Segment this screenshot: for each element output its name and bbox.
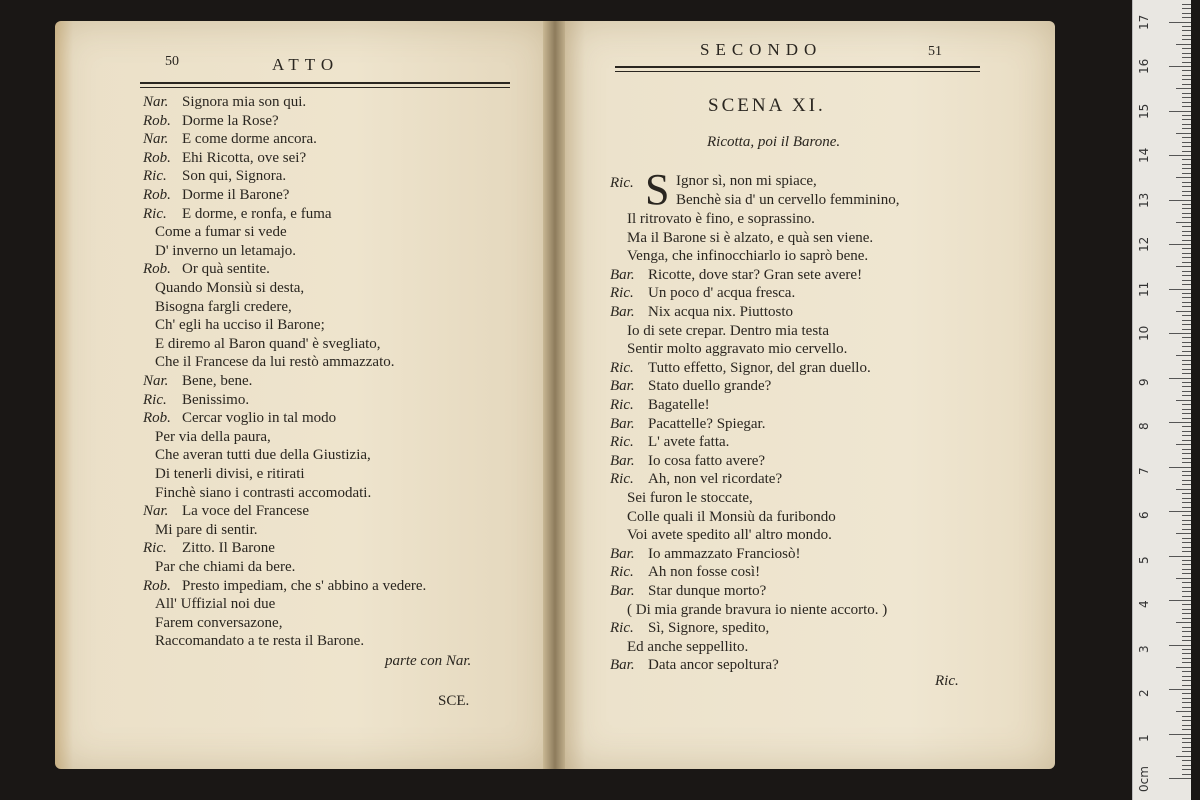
right-verse-line: Ma il Barone si è alzato, e quà sen viene. (627, 229, 874, 246)
left-verse-line: Che il Francese da lui restò ammazzato. (155, 354, 395, 371)
ruler-tick (1169, 111, 1191, 112)
ruler-tick (1182, 253, 1191, 254)
right-verse-line: Un poco d' acqua fresca. (648, 285, 796, 302)
ruler-tick (1169, 66, 1191, 67)
ruler-number: 14 (1137, 147, 1151, 163)
ruler-tick (1182, 529, 1191, 530)
ruler-tick (1182, 395, 1191, 396)
left-running-head: ATTO (272, 55, 340, 74)
ruler-tick (1182, 151, 1191, 152)
ruler-tick (1176, 578, 1191, 579)
ruler-tick (1182, 235, 1191, 236)
ruler-tick (1182, 413, 1191, 414)
measuring-ruler (1132, 0, 1191, 800)
left-verse-speaker: Rob. (143, 410, 171, 427)
ruler-tick (1182, 769, 1191, 770)
right-verse-line: L' avete fatta. (648, 434, 730, 451)
right-verse-speaker: Ric. (610, 471, 634, 488)
ruler-tick (1182, 30, 1191, 31)
ruler-tick (1182, 698, 1191, 699)
ruler-tick (1182, 627, 1191, 628)
left-verse-line: Quando Monsiù si desta, (155, 280, 305, 296)
right-verse-speaker: Ric. (610, 285, 634, 302)
ruler-tick (1182, 587, 1191, 588)
left-verse-speaker: Rob. (143, 261, 171, 278)
ruler-tick (1182, 760, 1191, 761)
ruler-tick (1182, 409, 1191, 410)
right-verse-line: Bagatelle! (648, 397, 710, 413)
ruler-unit-label: 0cm (1137, 766, 1151, 792)
ruler-tick (1182, 609, 1191, 610)
ruler-number: 15 (1137, 103, 1151, 119)
ruler-tick (1182, 53, 1191, 54)
left-verse-line: Benissimo. (182, 391, 250, 408)
right-verse-line: Venga, che infinocchiarlo io saprò bene. (627, 248, 869, 265)
right-verse-speaker: Ric. (610, 434, 634, 451)
left-verse-line: E come dorme ancora. (182, 131, 317, 148)
ruler-tick (1182, 275, 1191, 276)
right-verse-line: Pacattelle? Spiegar. (648, 415, 766, 432)
ruler-tick (1169, 155, 1191, 156)
ruler-number: 12 (1137, 236, 1151, 252)
ruler-tick (1182, 4, 1191, 5)
right-verse-line: Ricotte, dove star? Gran sete avere! (648, 266, 863, 283)
ruler-number: 4 (1137, 600, 1151, 608)
left-verse-line: Dorme il Barone? (182, 187, 290, 203)
right-verse-line: Sentir molto aggravato mio cervello. (627, 341, 848, 358)
left-verse-line: Finchè siano i contrasti accomodati. (155, 484, 372, 501)
ruler-tick (1182, 337, 1191, 338)
ruler-tick (1182, 502, 1191, 503)
ruler-tick (1169, 422, 1191, 423)
ruler-tick (1169, 378, 1191, 379)
ruler-tick (1182, 524, 1191, 525)
ruler-tick (1169, 333, 1191, 334)
ruler-tick (1182, 636, 1191, 637)
left-verse-line: Par che chiami da bere. (155, 559, 296, 575)
drop-cap: S (645, 165, 670, 214)
right-verse-speaker: Bar. (610, 452, 635, 469)
left-page-number: 50 (165, 54, 179, 69)
ruler-number: 2 (1137, 689, 1151, 697)
ruler-tick (1169, 511, 1191, 512)
ruler-tick (1182, 17, 1191, 18)
ruler-tick (1182, 707, 1191, 708)
right-verse-line: Sei furon le stoccate, (627, 490, 753, 506)
right-verse-line: Io ammazzato Franciosò! (648, 545, 801, 562)
left-verse-speaker: Nar. (143, 373, 169, 389)
left-verse-speaker: Ric. (143, 540, 167, 557)
ruler-tick (1182, 507, 1191, 508)
ruler-tick (1182, 146, 1191, 147)
ruler-tick (1182, 213, 1191, 214)
left-verse-line: Raccomandato a te resta il Barone. (155, 633, 365, 650)
ruler-tick (1182, 649, 1191, 650)
left-verse-speaker: Nar. (143, 503, 169, 520)
ruler-tick (1182, 751, 1191, 752)
ruler-tick (1182, 302, 1191, 303)
left-verse-speaker: Rob. (143, 149, 171, 166)
right-verse-speaker: Ric. (610, 620, 634, 637)
ruler-tick (1182, 124, 1191, 125)
left-verse-line: Or quà sentite. (182, 261, 270, 278)
ruler-tick (1182, 208, 1191, 209)
ruler-tick (1182, 498, 1191, 499)
ruler-tick (1182, 560, 1191, 561)
ruler-tick (1176, 355, 1191, 356)
ruler-tick (1182, 475, 1191, 476)
left-verse-line: Zitto. Il Barone (182, 540, 275, 557)
ruler-tick (1182, 8, 1191, 9)
ruler-tick (1182, 431, 1191, 432)
ruler-tick (1182, 297, 1191, 298)
left-verse-line: Signora mia son qui. (182, 94, 307, 110)
ruler-tick (1182, 102, 1191, 103)
left-catchword: SCE. (438, 693, 470, 709)
ruler-tick (1182, 386, 1191, 387)
left-verse-line: Come a fumar si vede (155, 224, 287, 241)
ruler-tick (1182, 204, 1191, 205)
first-line-text: Ignor sì, non mi spiace, (676, 173, 817, 189)
ruler-tick (1182, 538, 1191, 539)
right-verse-speaker: Ric. (610, 397, 634, 413)
ruler-tick (1182, 182, 1191, 183)
right-head-rule (615, 66, 980, 68)
ruler-tick (1182, 186, 1191, 187)
left-verse-speaker: Ric. (143, 391, 167, 408)
ruler-tick (1182, 604, 1191, 605)
ruler-tick (1182, 164, 1191, 165)
left-verse-speaker: Nar. (143, 94, 169, 110)
ruler-tick (1182, 391, 1191, 392)
ruler-tick (1169, 200, 1191, 201)
right-running-head: SECONDO (700, 40, 823, 59)
ruler-tick (1182, 373, 1191, 374)
ruler-tick (1182, 765, 1191, 766)
ruler-number: 8 (1137, 422, 1151, 430)
right-verse-line: Voi avete spedito all' altro mondo. (627, 527, 832, 544)
ruler-tick (1176, 88, 1191, 89)
right-catchword: Ric. (935, 673, 959, 689)
right-verse-line: Data ancor sepoltura? (648, 657, 779, 674)
ruler-number: 1 (1137, 733, 1151, 742)
ruler-tick (1182, 591, 1191, 592)
left-verse-line: Per via della paura, (155, 428, 271, 445)
ruler-tick (1182, 248, 1191, 249)
ruler-tick (1182, 70, 1191, 71)
ruler-tick (1182, 75, 1191, 76)
ruler-tick (1182, 720, 1191, 721)
left-verse-line: E dorme, e ronfa, e fuma (182, 205, 332, 222)
ruler-tick (1182, 742, 1191, 743)
book-gutter (543, 21, 567, 769)
stage-direction: parte con Nar. (385, 653, 472, 669)
left-verse-line: Cercar voglio in tal modo (182, 410, 337, 427)
ruler-tick (1176, 44, 1191, 45)
ruler-tick (1176, 444, 1191, 445)
ruler-tick (1182, 159, 1191, 160)
left-verse-line: Ch' egli ha ucciso il Barone; (155, 317, 325, 334)
ruler-tick (1182, 306, 1191, 307)
left-verse-speaker: Ric. (143, 205, 167, 222)
right-verse-line: Nix acqua nix. Piuttosto (648, 304, 793, 320)
ruler-tick (1182, 426, 1191, 427)
left-verse-line: Bisogna fargli credere, (155, 298, 292, 315)
ruler-tick (1182, 342, 1191, 343)
ruler-tick (1176, 222, 1191, 223)
ruler-tick (1176, 311, 1191, 312)
first-speaker: Ric. (610, 175, 634, 191)
ruler-tick (1182, 702, 1191, 703)
ruler-tick (1176, 400, 1191, 401)
ruler-number: 7 (1137, 466, 1151, 475)
left-verse-line: E diremo al Baron quand' è svegliato, (155, 335, 381, 352)
ruler-tick (1182, 716, 1191, 717)
ruler-tick (1182, 320, 1191, 321)
ruler-tick (1176, 667, 1191, 668)
ruler-tick (1182, 725, 1191, 726)
ruler-tick (1182, 680, 1191, 681)
right-verse-line: Io di sete crepar. Dentro mia testa (627, 322, 830, 339)
right-verse-speaker: Bar. (610, 583, 635, 599)
ruler-tick (1182, 564, 1191, 565)
right-verse-speaker: Bar. (610, 266, 635, 283)
right-verse-speaker: Bar. (610, 657, 635, 674)
ruler-tick (1182, 471, 1191, 472)
ruler-tick (1182, 324, 1191, 325)
ruler-tick (1182, 618, 1191, 619)
ruler-tick (1182, 26, 1191, 27)
ruler-tick (1169, 467, 1191, 468)
ruler-number: 17 (1137, 14, 1151, 30)
ruler-tick (1182, 440, 1191, 441)
right-verse-line: Tutto effetto, Signor, del gran duello. (648, 359, 871, 376)
ruler-tick (1176, 489, 1191, 490)
ruler-tick (1169, 689, 1191, 690)
ruler-tick (1182, 195, 1191, 196)
ruler-tick (1182, 57, 1191, 58)
left-verse-line: Ehi Ricotta, ove sei? (182, 149, 307, 166)
ruler-tick (1182, 173, 1191, 174)
right-verse-speaker: Bar. (610, 545, 635, 562)
ruler-tick (1176, 266, 1191, 267)
ruler-tick (1182, 168, 1191, 169)
right-verse-line: Ed anche seppellito. (627, 638, 749, 655)
ruler-tick (1182, 493, 1191, 494)
ruler-tick (1182, 613, 1191, 614)
ruler-tick (1182, 453, 1191, 454)
right-verse-line: Sì, Signore, spedito, (648, 620, 770, 637)
scene-subtitle: Ricotta, poi il Barone. (707, 134, 841, 150)
scene-title: SCENA XI. (708, 95, 826, 116)
ruler-tick (1182, 671, 1191, 672)
ruler-tick (1182, 484, 1191, 485)
ruler-tick (1169, 645, 1191, 646)
right-page-number: 51 (928, 44, 942, 59)
right-verse-speaker: Bar. (610, 378, 635, 395)
second-line-text: Benchè sia d' un cervello femminino, (676, 192, 900, 208)
ruler-tick (1182, 382, 1191, 383)
right-verse-line: Ah, non vel ricordate? (648, 471, 783, 488)
ruler-tick (1182, 191, 1191, 192)
ruler-tick (1169, 244, 1191, 245)
ruler-tick (1182, 262, 1191, 263)
ruler-number: 5 (1137, 555, 1151, 564)
ruler-tick (1182, 346, 1191, 347)
ruler-tick (1182, 435, 1191, 436)
ruler-tick (1182, 137, 1191, 138)
ruler-tick (1182, 128, 1191, 129)
ruler-tick (1182, 360, 1191, 361)
ruler-tick (1182, 596, 1191, 597)
ruler-tick (1169, 22, 1191, 23)
right-verse-line: Colle quali il Monsiù da furibondo (627, 508, 836, 525)
right-verse-speaker: Ric. (610, 359, 634, 376)
ruler-tick (1169, 289, 1191, 290)
ruler-tick (1182, 418, 1191, 419)
ruler-tick (1182, 257, 1191, 258)
ruler-tick (1182, 551, 1191, 552)
ruler-tick (1182, 480, 1191, 481)
ruler-tick (1182, 329, 1191, 330)
ruler-tick (1182, 35, 1191, 36)
ruler-number: 3 (1137, 644, 1151, 653)
ruler-tick (1182, 774, 1191, 775)
left-verse-line: La voce del Francese (182, 503, 310, 520)
ruler-tick (1169, 556, 1191, 557)
ruler-tick (1182, 119, 1191, 120)
ruler-tick (1182, 653, 1191, 654)
ruler-number: 9 (1137, 377, 1151, 386)
right-verse-line: Io cosa fatto avere? (648, 452, 766, 469)
ruler-tick (1182, 79, 1191, 80)
right-verse-line: ( Di mia grande bravura io niente accorto. ) (627, 601, 888, 618)
ruler-tick (1182, 462, 1191, 463)
left-verse-speaker: Rob. (143, 577, 171, 594)
ruler-tick (1176, 622, 1191, 623)
ruler-tick (1182, 582, 1191, 583)
ruler-tick (1182, 351, 1191, 352)
ruler-tick (1182, 284, 1191, 285)
ruler-tick (1176, 133, 1191, 134)
ruler-tick (1182, 547, 1191, 548)
left-verse-line: Son qui, Signora. (182, 168, 287, 185)
ruler-tick (1176, 711, 1191, 712)
ruler-tick (1182, 658, 1191, 659)
ruler-tick (1182, 404, 1191, 405)
ruler-tick (1169, 600, 1191, 601)
ruler-tick (1182, 62, 1191, 63)
ruler-number: 13 (1137, 192, 1151, 208)
ruler-tick (1182, 458, 1191, 459)
left-head-rule (140, 82, 510, 84)
left-verse-line: Mi pare di sentir. (155, 521, 258, 538)
ruler-tick (1182, 640, 1191, 641)
ruler-tick (1182, 271, 1191, 272)
left-verse-line: Che averan tutti due della Giustizia, (155, 447, 371, 464)
right-verse-line: Ah non fosse così! (648, 564, 761, 581)
ruler-tick (1182, 542, 1191, 543)
left-verse-speaker: Ric. (143, 168, 167, 185)
right-verse-line: Stato duello grande? (648, 378, 772, 395)
ruler-tick (1182, 217, 1191, 218)
right-verse-line: Star dunque morto? (648, 583, 767, 599)
left-verse-line: D' inverno un letamajo. (155, 242, 296, 259)
ruler-tick (1182, 747, 1191, 748)
left-verse-speaker: Nar. (143, 131, 169, 148)
left-verse-line: Bene, bene. (182, 373, 253, 389)
ruler-number: 6 (1137, 511, 1151, 519)
ruler-tick (1182, 369, 1191, 370)
ruler-tick (1182, 106, 1191, 107)
ruler-tick (1182, 569, 1191, 570)
ruler-tick (1182, 364, 1191, 365)
ruler-tick (1182, 520, 1191, 521)
ruler-tick (1169, 778, 1191, 779)
ruler-tick (1182, 39, 1191, 40)
ruler-tick (1182, 280, 1191, 281)
ruler-tick (1182, 515, 1191, 516)
ruler-tick (1176, 177, 1191, 178)
ruler-tick (1182, 93, 1191, 94)
left-verse-line: Farem conversazone, (155, 614, 283, 631)
ruler-tick (1182, 738, 1191, 739)
ruler-tick (1169, 734, 1191, 735)
ruler-tick (1182, 13, 1191, 14)
ruler-tick (1182, 315, 1191, 316)
ruler-tick (1182, 685, 1191, 686)
left-verse-line: Dorme la Rose? (182, 112, 279, 129)
ruler-tick (1182, 729, 1191, 730)
ruler-tick (1182, 573, 1191, 574)
right-verse-speaker: Bar. (610, 304, 635, 320)
ruler-tick (1176, 756, 1191, 757)
ruler-number: 16 (1137, 58, 1151, 74)
ruler-tick (1182, 293, 1191, 294)
ruler-number: 11 (1137, 281, 1151, 297)
ruler-tick (1182, 84, 1191, 85)
ruler-tick (1182, 48, 1191, 49)
ruler-tick (1182, 240, 1191, 241)
ruler-tick (1182, 693, 1191, 694)
right-verse-line: Il ritrovato è fino, e soprassino. (627, 211, 815, 227)
ruler-tick (1182, 231, 1191, 232)
ruler-tick (1182, 226, 1191, 227)
ruler-tick (1182, 97, 1191, 98)
right-verse-speaker: Bar. (610, 415, 635, 432)
left-verse-line: Presto impediam, che s' abbino a vedere. (182, 577, 427, 594)
left-verse-line: Di tenerli divisi, e ritirati (155, 466, 305, 482)
ruler-number: 10 (1137, 325, 1151, 341)
ruler-tick (1176, 533, 1191, 534)
ruler-tick (1182, 662, 1191, 663)
right-verse-speaker: Ric. (610, 564, 634, 581)
right-head-rule-thin (615, 71, 980, 72)
left-verse-speaker: Rob. (143, 112, 171, 129)
left-head-rule-thin (140, 87, 510, 88)
left-verse-line: All' Uffizial noi due (155, 596, 276, 613)
ruler-tick (1182, 115, 1191, 116)
ruler-tick (1182, 676, 1191, 677)
ruler-tick (1182, 142, 1191, 143)
ruler-tick (1182, 449, 1191, 450)
ruler-tick (1182, 631, 1191, 632)
left-verse-speaker: Rob. (143, 187, 171, 203)
